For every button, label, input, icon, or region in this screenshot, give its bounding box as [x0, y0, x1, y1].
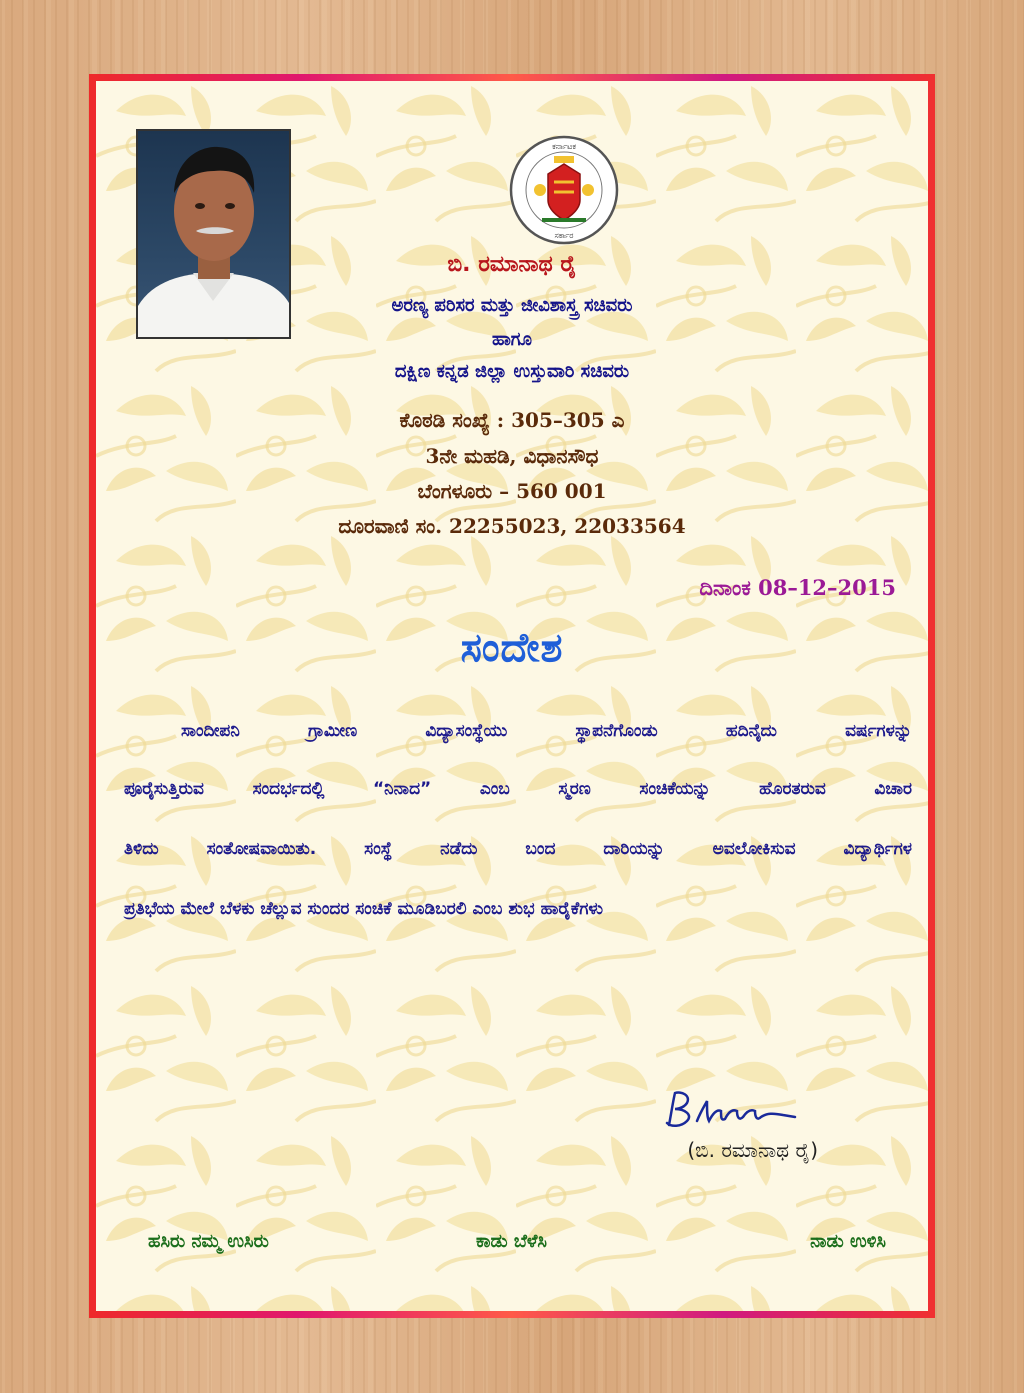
letter-date: ದಿನಾಂಕ 08–12–2015: [699, 575, 896, 600]
address-floor: 3ನೇ ಮಹಡಿ, ವಿಧಾನಸೌಧ: [425, 444, 599, 468]
address-city: ಬೆಂಗಳೂರು – 560 001: [417, 479, 607, 503]
letter-frame: [89, 74, 935, 1318]
emblem-bottom-text: ಸರ್ಕಾರ: [554, 231, 574, 240]
karnataka-emblem-icon: [508, 134, 620, 246]
designation-line-3: ದಕ್ಷಿಣ ಕನ್ನಡ ಜಿಲ್ಲಾ ಉಸ್ತುವಾರಿ ಸಚಿವರು: [394, 361, 630, 382]
letter-paper: [96, 81, 928, 1311]
slogan-2: ಕಾಡು ಬೆಳೆಸಿ: [476, 1231, 547, 1252]
message-line-1: ಸಾಂದೀಪನಿ ಗ್ರಾಮೀಣ ವಿದ್ಯಾಸಂಸ್ಥೆಯು ಸ್ಥಾಪನೆಗೊಂಡು ಹದಿನೈದು ವರ್ಷಗಳನ್ನು: [181, 721, 912, 741]
minister-name: ಬಿ. ರಮಾನಾಥ ರೈ: [447, 252, 577, 277]
message-line-3: ತಿಳಿದು ಸಂತೋಷವಾಯಿತು. ಸಂಸ್ಥೆ ನಡೆದು ಬಂದ ದಾರಿಯನ್ನು ಅವಲೋಕಿಸುವ ವಿದ್ಯಾರ್ಥಿಗಳ: [124, 839, 912, 859]
slogan-3: ನಾಡು ಉಳಿಸಿ: [810, 1231, 886, 1252]
emblem-top-text: ಕರ್ನಾಟಕ: [552, 142, 576, 151]
address-phone: ದೂರವಾಣಿ ಸಂ. 22255023, 22033564: [338, 514, 686, 538]
slogan-1: ಹಸಿರು ನಮ್ಮ ಉಸಿರು: [148, 1231, 269, 1252]
designation-line-2: ಹಾಗೂ: [491, 329, 533, 350]
message-line-2: ಪೂರೈಸುತ್ತಿರುವ ಸಂದರ್ಭದಲ್ಲಿ “ನಿನಾದ” ಎಂಬ ಸ್ಮರಣ ಸಂಚಿಕೆಯನ್ನು ಹೊರತರುವ ವಿಚಾರ: [124, 779, 912, 799]
letter-title: ಸಂದೇಶ: [460, 625, 564, 671]
designation-line-1: ಅರಣ್ಯ ಪರಿಸರ ಮತ್ತು ಜೀವಿಶಾಸ್ತ್ರ ಸಚಿವರು: [391, 295, 633, 316]
handwritten-signature: [661, 1087, 801, 1133]
address-room: ಕೊಠಡಿ ಸಂಖ್ಯೆ : 305–305 ಎ: [399, 408, 625, 432]
signatory-name: (ಬಿ. ರಮಾನಾಥ ರೈ): [687, 1138, 818, 1162]
message-line-4: ಪ್ರತಿಭೆಯ ಮೇಲೆ ಬೆಳಕು ಚೆಲ್ಲುವ ಸುಂದರ ಸಂಚಿಕೆ ಮೂಡಿಬರಲಿ ಎಂಬ ಶುಭ ಹಾರೈಕೆಗಳು: [124, 899, 604, 919]
